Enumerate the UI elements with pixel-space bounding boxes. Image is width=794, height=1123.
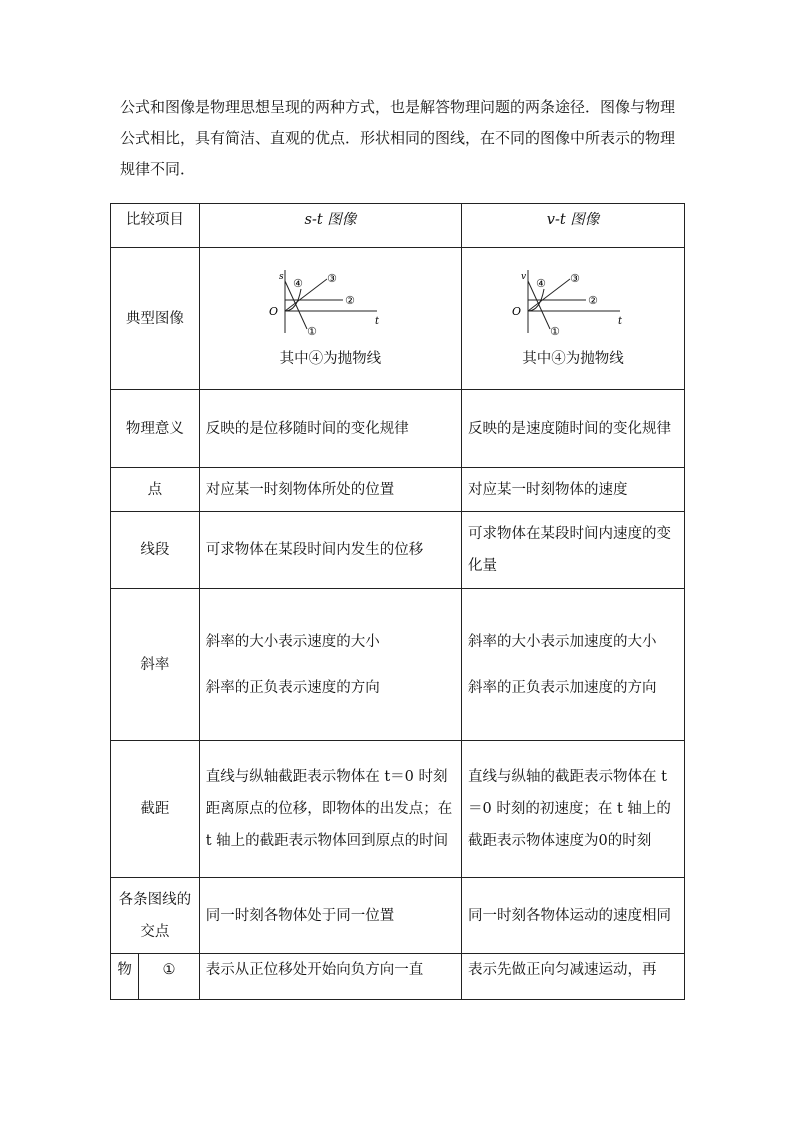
- typical-label: 典型图像: [111, 248, 200, 390]
- meaning-st: 反映的是位移随时间的变化规律: [199, 390, 461, 468]
- comparison-table: [110, 203, 685, 1000]
- header-st-label: s-t 图像: [304, 212, 357, 228]
- vt-origin-label: O: [512, 304, 522, 318]
- intercept-vt: 直线与纵轴的截距表示物体在 t＝0 时刻的初速度；在 t 轴上的截距表示物体速度为0的时刻: [462, 741, 685, 878]
- intersection-st: 同一时刻各物体处于同一位置: [199, 878, 461, 954]
- slope-st-line-2: 斜率的正负表示速度的方向: [205, 679, 380, 696]
- segment-vt: 可求物体在某段时间内速度的变化量: [462, 512, 685, 589]
- vt-graph-cell: [462, 248, 685, 390]
- st-axis-y-label: s: [279, 271, 285, 282]
- header-vt: [462, 204, 685, 248]
- slope-vt-line-2: 斜率的正负表示加速度的方向: [468, 679, 657, 696]
- slope-vt-line-1: 斜率的大小表示加速度的大小: [468, 633, 657, 650]
- st-graph-cell: [199, 248, 461, 390]
- st-graph-caption: 其中④为抛物线: [279, 350, 382, 367]
- last-vt: 表示先做正向匀减速运动，再: [462, 954, 685, 1000]
- table-row-intercept: [111, 741, 685, 878]
- point-vt: 对应某一时刻物体的速度: [462, 468, 685, 512]
- segment-label: 线段: [111, 512, 200, 589]
- slope-st: [199, 589, 461, 741]
- table-row-point: [111, 468, 685, 512]
- slope-vt: [462, 589, 685, 741]
- last-label: 物: [111, 954, 139, 1000]
- st-graph: [265, 267, 395, 339]
- vt-graph: [508, 267, 638, 339]
- vt-marker-2: ②: [588, 293, 598, 307]
- table-row-intersection: [111, 878, 685, 954]
- vt-marker-4: ④: [536, 276, 546, 290]
- table-row-last: [111, 954, 685, 1000]
- header-item: 比较项目: [111, 204, 200, 248]
- st-marker-1: ①: [307, 324, 318, 338]
- vt-axis-x-label: t: [618, 315, 623, 327]
- last-index: ①: [139, 954, 200, 1000]
- intercept-label: 截距: [111, 741, 200, 878]
- intro-paragraph: 公式和图像是物理思想呈现的两种方式，也是解答物理问题的两条途径．图像与物理公式相比，具有简洁、直观的优点．形状相同的图线，在不同的图像中所表示的物理规律不同．: [120, 98, 676, 178]
- slope-label: 斜率: [111, 589, 200, 741]
- intersection-vt: 同一时刻各物体运动的速度相同: [462, 878, 685, 954]
- meaning-label: 物理意义: [111, 390, 200, 468]
- table-row-typical: [111, 248, 685, 390]
- intersection-label: 各条图线的交点: [111, 878, 200, 954]
- st-marker-4: ④: [293, 276, 304, 290]
- table-row-meaning: [111, 390, 685, 468]
- st-marker-3: ③: [327, 271, 338, 285]
- vt-marker-1: ①: [550, 324, 560, 338]
- slope-st-line-1: 斜率的大小表示速度的大小: [205, 633, 380, 650]
- point-label: 点: [111, 468, 200, 512]
- intercept-st: 直线与纵轴截距表示物体在 t＝0 时刻距离原点的位移，即物体的出发点；在 t 轴上的截距表示物体回到原点的时间: [199, 741, 461, 878]
- table-row-slope: [111, 589, 685, 741]
- vt-graph-caption: 其中④为抛物线: [522, 350, 624, 367]
- point-st: 对应某一时刻物体所处的位置: [199, 468, 461, 512]
- st-origin-label: O: [269, 304, 279, 318]
- table-row-segment: [111, 512, 685, 589]
- meaning-vt: 反映的是速度随时间的变化规律: [462, 390, 685, 468]
- header-st: [199, 204, 461, 248]
- vt-axis-y-label: v: [521, 271, 527, 282]
- header-vt-label: v-t 图像: [546, 212, 600, 228]
- vt-marker-3: ③: [570, 271, 580, 285]
- st-marker-2: ②: [345, 293, 356, 307]
- segment-st: 可求物体在某段时间内发生的位移: [199, 512, 461, 589]
- last-st: 表示从正位移处开始向负方向一直: [199, 954, 461, 1000]
- table-row-header: [111, 204, 685, 248]
- st-axis-x-label: t: [375, 315, 380, 327]
